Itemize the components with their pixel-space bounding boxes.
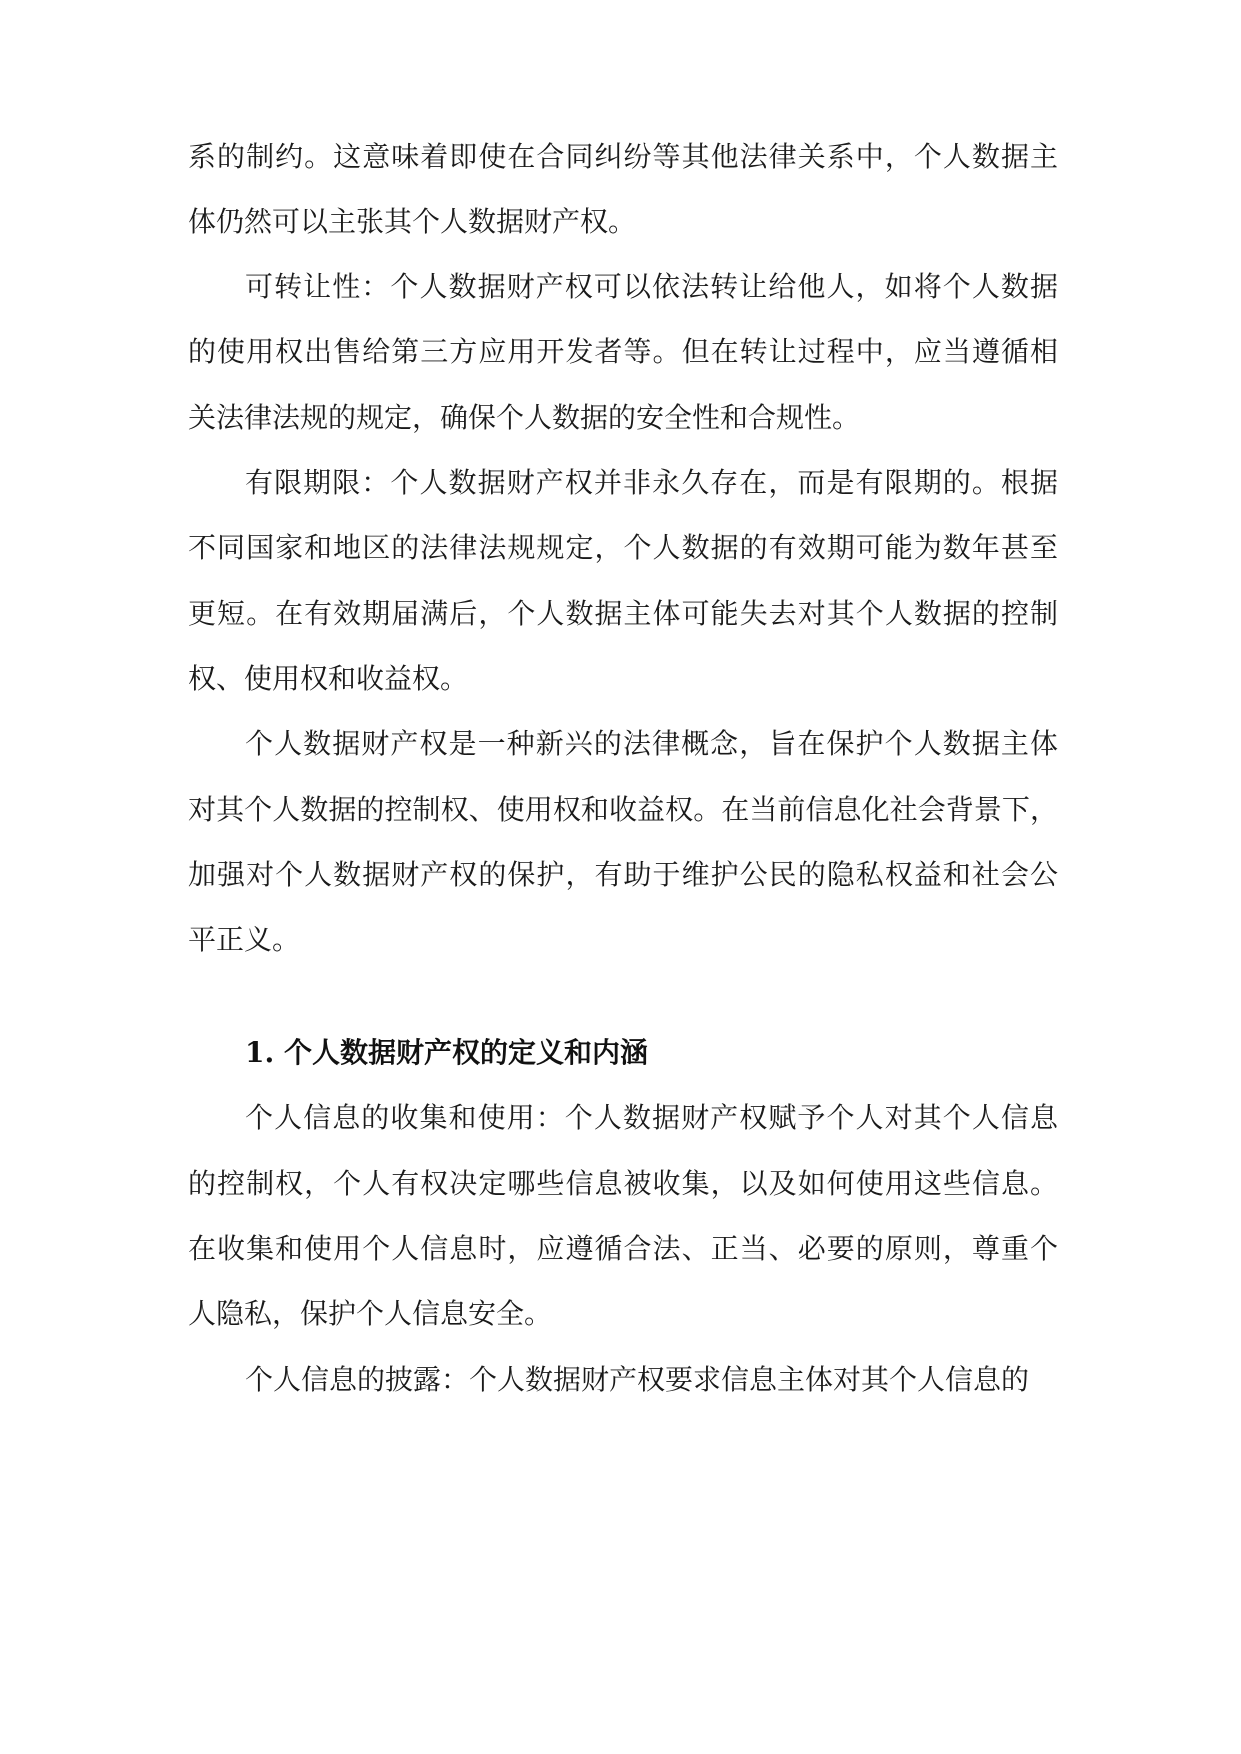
paragraph-line: 的控制权，个人有权决定哪些信息被收集，以及如何使用这些信息。 <box>188 1167 1058 1200</box>
paragraph-line: 个人信息的披露：个人数据财产权要求信息主体对其个人信息的 <box>245 1363 1030 1396</box>
paragraph-line: 可转让性：个人数据财产权可以依法转让给他人，如将个人数据 <box>245 270 1058 303</box>
paragraph-line: 的使用权出售给第三方应用开发者等。但在转让过程中，应当遵循相 <box>188 335 1058 368</box>
paragraph-line: 加强对个人数据财产权的保护，有助于维护公民的隐私权益和社会公 <box>188 858 1058 891</box>
paragraph-line: 不同国家和地区的法律法规规定，个人数据的有效期可能为数年甚至 <box>188 531 1058 564</box>
paragraph-line: 有限期限：个人数据财产权并非永久存在，而是有限期的。根据 <box>245 466 1058 499</box>
paragraph-line: 更短。在有效期届满后，个人数据主体可能失去对其个人数据的控制 <box>188 597 1058 630</box>
section-heading: 1. 个人数据财产权的定义和内涵 <box>245 1036 648 1069</box>
paragraph-line: 体仍然可以主张其个人数据财产权。 <box>188 205 637 238</box>
paragraph-line: 权、使用权和收益权。 <box>188 662 469 695</box>
paragraph-line: 平正义。 <box>188 923 301 956</box>
paragraph-line: 对其个人数据的控制权、使用权和收益权。在当前信息化社会背景下， <box>188 793 1058 826</box>
paragraph-line: 个人数据财产权是一种新兴的法律概念，旨在保护个人数据主体 <box>245 727 1058 760</box>
paragraph-line: 个人信息的收集和使用：个人数据财产权赋予个人对其个人信息 <box>245 1101 1058 1134</box>
paragraph-line: 系的制约。这意味着即使在合同纠纷等其他法律关系中，个人数据主 <box>188 140 1058 173</box>
paragraph-line: 人隐私，保护个人信息安全。 <box>188 1297 553 1330</box>
paragraph-line: 关法律法规的规定，确保个人数据的安全性和合规性。 <box>188 401 861 434</box>
paragraph-line: 在收集和使用个人信息时，应遵循合法、正当、必要的原则，尊重个 <box>188 1232 1058 1265</box>
